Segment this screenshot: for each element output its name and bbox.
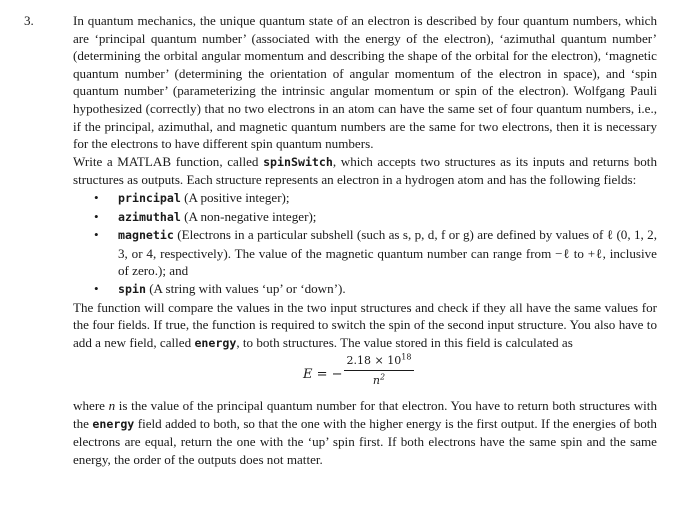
question-number: 3.	[24, 13, 34, 28]
field-description: (Electrons in a particular subshell (such as s, p, d, f or g) are defined by values of ℓ (0, 1, 2, 3, or 4, respectively). The value of the magnetic quantum number can range from −ℓ to +ℓ, inclusive of zero.); and	[118, 227, 657, 279]
field-description: (A positive integer);	[180, 189, 290, 205]
list-item	[94, 189, 657, 208]
function-name: spinSwitch	[263, 154, 333, 169]
formula-lhs: E = −	[303, 367, 343, 383]
numerator-exponent: 18	[401, 352, 412, 362]
compare-text-before: The function will compare the values in the two input structures and check if they all have the same values for the four fields. If true, the function is required to switch the spin of the second input structure. You also have to add a new field, called	[73, 299, 657, 350]
list-item	[94, 280, 657, 299]
fraction-bar	[344, 370, 414, 371]
intro-paragraph: In quantum mechanics, the unique quantum state of an electron is described by four quantum numbers, which are ‘principal quantum number’ (associated with the energy of the electron), ‘azimuthal quantum number’ (determining the orbital angular momentum and describing the shape of the orbital for the electron), ‘magnetic quantum number’ (determining the orientation of angular momentum of the electron in space), and ‘spin quantum number’ (parameterizing the intrinsic angular momentum or spin of the electron). Wolfgang Pauli hypothesized (correctly) that no two electrons in an atom can have the same set of four quantum numbers, i.e., if the principal, azimuthal, and magnetic quantum numbers are the same for two electrons, then it is necessary for the electrons to have different spin quantum numbers.	[73, 13, 657, 152]
list-item	[94, 208, 657, 227]
bullet-icon: •	[94, 280, 99, 296]
closing-text-2: is the value of the principal quantum number for that electron. You have to return both structures with the	[73, 398, 657, 431]
formula-numerator	[344, 353, 414, 368]
field-description: (A non-negative integer);	[180, 208, 317, 224]
bullet-icon: •	[94, 227, 99, 243]
compare-text-after: , to both structures. The value stored in this field is calculated as	[236, 334, 573, 350]
question-body	[73, 12, 657, 469]
task-paragraph	[73, 153, 657, 189]
denominator-exponent: 2	[380, 372, 386, 382]
list-item	[94, 226, 657, 280]
energy-formula	[73, 353, 657, 397]
formula-denominator	[344, 373, 414, 388]
closing-field-name: energy	[92, 416, 135, 431]
field-name: magnetic	[118, 228, 174, 243]
bullet-icon: •	[94, 189, 99, 205]
bullet-icon: •	[94, 208, 99, 224]
task-text-after: , which accepts two structures as its inputs and returns both structures as outputs. Each structure represents an electron in a hydrogen atom and has the following fields:	[73, 153, 657, 188]
field-name: azimuthal	[118, 209, 181, 224]
closing-variable-n: n	[108, 398, 116, 414]
energy-field-name: energy	[194, 335, 237, 350]
formula-fraction	[344, 353, 414, 388]
field-description: (A string with values ‘up’ or ‘down’).	[145, 280, 346, 296]
field-name: principal	[118, 190, 181, 205]
task-text-before: Write a MATLAB function, called	[73, 153, 264, 169]
compare-paragraph	[73, 299, 657, 353]
numerator-base: 2.18 × 10	[346, 354, 402, 368]
field-name: spin	[118, 281, 146, 296]
closing-text-3: field added to both, so that the one with the higher energy is the first output. If the energies of both electrons are equal, return the one with the ‘up’ spin first. If both electrons have the same spin and the same energy, the order of the outputs does not matter.	[73, 415, 657, 468]
denominator-base: n	[372, 374, 380, 388]
closing-paragraph	[73, 397, 657, 468]
closing-text-1: where	[73, 398, 109, 414]
field-list	[73, 189, 657, 299]
